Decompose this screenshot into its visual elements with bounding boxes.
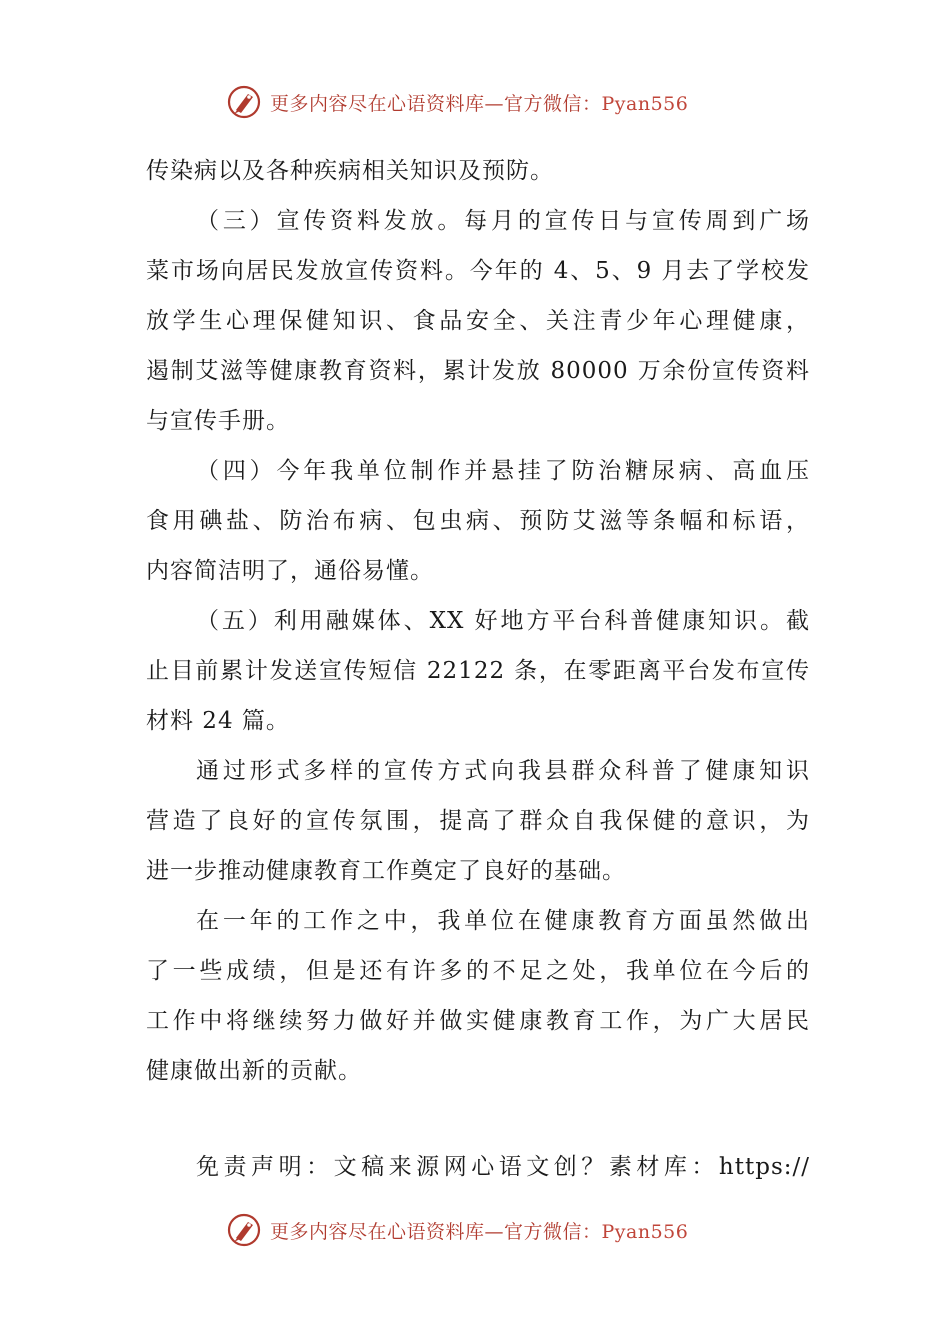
paragraph (146, 596, 810, 746)
paragraph (146, 896, 810, 1096)
paragraph-line: 在一年的工作之中，我单位在健康教育方面虽然做出 (196, 908, 810, 934)
paragraph-line: 健康做出新的贡献。 (146, 1058, 362, 1084)
banner-slogan: 更多内容尽在心语资料库—官方微信： (270, 1220, 602, 1243)
paragraph-line: 菜市场向居民发放宣传资料。今年的 4、5、9 月去了学校发 (146, 258, 810, 284)
paragraph-line: 通过形式多样的宣传方式向我县群众科普了健康知识 (196, 758, 810, 784)
paragraph (146, 196, 810, 446)
pen-nib-circle-icon (226, 84, 262, 120)
paragraph-line: 遏制艾滋等健康教育资料，累计发放 80000 万余份宣传资料 (146, 358, 810, 384)
banner-text (270, 89, 688, 116)
paragraph-line: （五）利用融媒体、XX 好地方平台科普健康知识。截 (196, 608, 810, 634)
document-body (146, 146, 810, 1096)
wechat-id: Pyan556 (601, 92, 689, 115)
wechat-id: Pyan556 (601, 1220, 689, 1243)
paragraph-line: 了一些成绩，但是还有许多的不足之处，我单位在今后的 (146, 958, 810, 984)
header-banner (226, 80, 746, 124)
paragraph (146, 446, 810, 596)
paragraph-line: （四）今年我单位制作并悬挂了防治糖尿病、高血压 (196, 458, 810, 484)
paragraph-line: 放学生心理保健知识、食品安全、关注青少年心理健康， (146, 308, 810, 334)
disclaimer-text: 免责声明：文稿来源网心语文创？素材库：https:// (196, 1154, 810, 1180)
paragraph (146, 146, 810, 196)
footer-banner (226, 1208, 746, 1252)
paragraph-line: 内容简洁明了，通俗易懂。 (146, 558, 434, 584)
paragraph-line: 营造了良好的宣传氛围，提高了群众自我保健的意识，为 (146, 808, 810, 834)
paragraph-line: 与宣传手册。 (146, 408, 290, 434)
paragraph-line: 传染病以及各种疾病相关知识及预防。 (146, 158, 554, 184)
banner-slogan: 更多内容尽在心语资料库—官方微信： (270, 92, 602, 115)
banner-text (270, 1217, 688, 1244)
paragraph-line: 材料 24 篇。 (146, 708, 290, 734)
paragraph-line: 进一步推动健康教育工作奠定了良好的基础。 (146, 858, 626, 884)
pen-nib-circle-icon (226, 1212, 262, 1248)
paragraph-line: 工作中将继续努力做好并做实健康教育工作，为广大居民 (146, 1008, 810, 1034)
paragraph-line: （三）宣传资料发放。每月的宣传日与宣传周到广场 (196, 208, 810, 234)
paragraph-line: 食用碘盐、防治布病、包虫病、预防艾滋等条幅和标语， (146, 508, 810, 534)
paragraph (146, 746, 810, 896)
paragraph-line: 止目前累计发送宣传短信 22122 条，在零距离平台发布宣传 (146, 658, 810, 684)
